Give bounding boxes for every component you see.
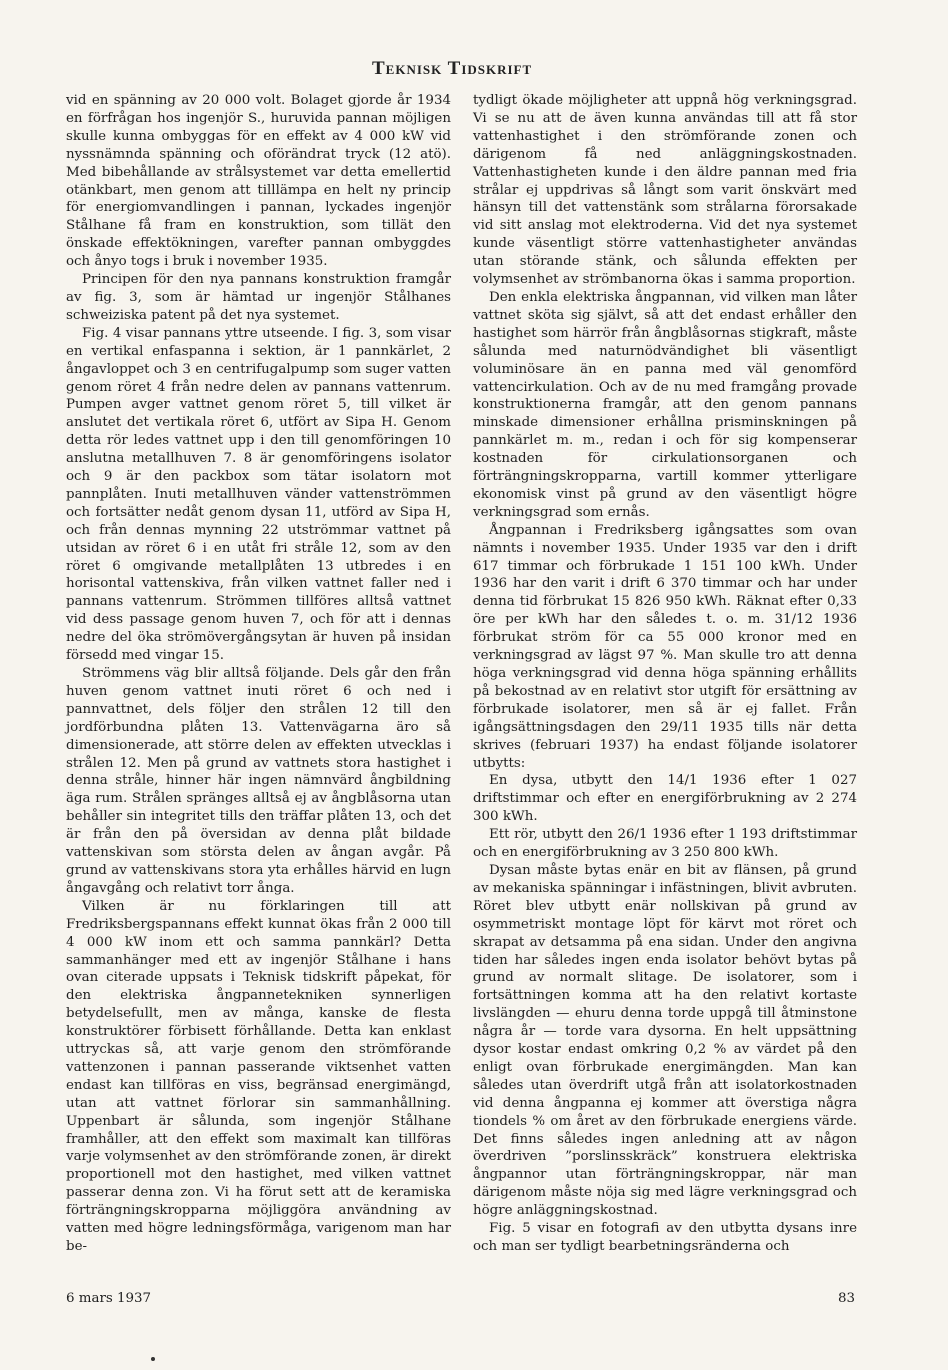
print-speck [151,1357,155,1361]
right-text-column [473,92,857,1256]
paragraph: Strömmens väg blir alltså följande. Dels går den från huven genom vattnet inuti röret 6 och ned i pannvattnet, dels följer den strålen 12 till den jordförbundna plåten 13. Vattenvägarna äro så dimensionerade, att större delen av effekten utvecklas i strålen 12. Men på grund av vattnets stora hastighet i denna stråle, hinner här ingen nämnvärd ångbildning äga rum. Strålen spränges alltså ej av ångblåsorna utan behåller sin integritet tills den träffar plåten 13, och det är från den på översidan av denna plåt bildade vattenskivan som största delen av ångan avgår. På grund av vattenskivans stora yta erhålles härvid en lugn ångavgång och relativt torr ånga. [66,666,451,896]
page-number: 83 [838,1291,856,1306]
paragraph: Ett rör, utbytt den 26/1 1936 efter 1 193 driftstimmar och en energiförbrukning av 3 250 800 kWh. [473,827,857,861]
paragraph: Den enkla elektriska ångpannan, vid vilken man låter vattnet sköta sig självt, så att det endast erhåller den hastighet som härrör från ångblåsornas stigkraft, måste sålunda med naturnödvändighet bli väsentligt voluminösare än en panna med väl genomförd vattencirkulation. Och av de nu med framgång provade konstruktionerna framgår, att den genom pannans minskade dimensioner erhållna prisminskningen på pannkärlet m. m., redan i och för sig kompenserar kostnaden för cirkulationsorganen och förträngningskropparna, vartill kommer ytterligare ekonomisk vinst på grund av den väsentligt högre verkningsgrad som ernås. [473,289,857,520]
paragraph: Fig. 5 visar en fotografi av den utbytta dysans inre och man ser tydligt bearbetningsränderna och [473,1221,857,1254]
paragraph: Principen för den nya pannans konstruktion framgår av fig. 3, som är hämtad ur ingenjör Stålhanes schweiziska patent på det nya systemet. [66,272,451,323]
paragraph: vid en spänning av 20 000 volt. Bolaget gjorde år 1934 en förfrågan hos ingenjör S., huruvida pannan möjligen skulle kunna ombyggas för en effekt av 4 000 kW vid nyssnämnda spänning och oförändrat tryck (12 atö). Med bibehållande av strålsystemet var detta emellertid otänkbart, men genom att tilllämpa en helt ny princip för energiomvandlingen i pannan, lyckades ingenjör Stålhane få fram en konstruktion, som tillät den önskade effektökningen, varefter pannan ombyggdes och ånyo togs i bruk i november 1935. [66,93,451,270]
paragraph: Fig. 4 visar pannans yttre utseende. I fig. 3, som visar en vertikal enfaspanna i sektion, är 1 pannkärlet, 2 ångavloppet och 3 en centrifugalpump som suger vatten genom röret 4 från nedre delen av pannans vattenrum. Pumpen avger vattnet genom röret 5, till vilket är anslutet det vertikala röret 6, utfört av Sipa H. Genom detta rör ledes vattnet upp i den till genomföringen 10 anslutna metallhuven 7. 8 är genomföringens isolator och 9 är den packbox som tätar isolatorn mot pannplåten. Inuti metallhuven vänder vattenströmmen och fortsätter nedåt genom dysan 11, utförd av Sipa H, och från dennas mynning 22 utströmmar vattnet på utsidan av röret 6 i en utåt fri stråle 12, som av den röret 6 omgivande metallplåten 13 utbredes i en horisontal vattenskiva, från vilken vattnet faller ned i pannans vattenrum. Strömmen tillföres alltså vattnet vid dess passage genom huven 7, och för att i dennas nedre del öka strömövergångsytan är huven på insidan försedd med vingar 15. [66,325,451,664]
paragraph: Ångpannan i Fredriksberg igångsattes som ovan nämnts i november 1935. Under 1935 var den i drift 617 timmar och förbrukade 1 151 100 kWh. Under 1936 har den varit i drift 6 370 timmar och har under denna tid förbrukat 15 826 950 kWh. Räknat efter 0,33 öre per kWh har den således t. o. m. 31/12 1936 förbrukat ström för ca 55 000 kronor med en verkningsgrad av lägst 97 %. Man skulle tro att denna höga verkningsgrad vid denna höga spänning erhållits på bekostnad av en relativt stor utgift för ersättning av förbrukade isolatorer, men så är ej fallet. Från igångsättningsdagen den 29/11 1935 tills när detta skrives (februari 1937) ha endast följande isolatorer utbytts: [473,522,857,771]
paragraph: Dysan måste bytas enär en bit av flänsen, på grund av mekaniska spänningar i infästningen, blivit avbruten. Röret blev utbytt enär nollskivan på grund av osymmetriskt montage löpt för kärvt mot röret och skrapat av detsamma på ena sidan. Under den angivna tiden har således ingen enda isolator behövt bytas på grund av normalt slitage. De isolatorer, som i fortsättningen komma att ha den relativt kortaste livslängden — ehuru denna torde uppgå till åtminstone några år — torde vara dysorna. En helt uppsättning dysor kostar endast omkring 0,2 % av värdet på den enligt ovan förbrukade energimängden. Man kan således utan överdrift utgå från att isolatorkostnaden vid denna ångpanna ej kommer att överstiga några tiondels % om året av den förbrukade energiens värde. Det finns således ingen anledning att av någon överdriven ”porslinsskräck” konstruera elektriska ångpannor utan förträngningskroppar, när man därigenom måste nöja sig med lägre verkningsgrad och högre anläggningskostnad. [473,862,857,1219]
journal-masthead: Teknisk Tidskrift [372,58,533,79]
footer-date: 6 mars 1937 [66,1291,152,1306]
paragraph: tydligt ökade möjligheter att uppnå hög verkningsgrad. Vi se nu att de även kunna användas till att få stor vattenhastighet i den strömförande zonen och därigenom få ned anläggningskostnaden. Vattenhastigheten kunde i den äldre pannan med fria strålar ej uppdrivas så långt som varit önskvärt med hänsyn till det vattenstänk som strålarna förorsakade vid sitt anslag mot elektroderna. Vid det nya systemet kunde väsentligt större vattenhastigheter användas utan störande stänk, och sålunda effekten per volymsenhet av strömbanorna ökas i samma proportion. [473,93,857,288]
paragraph: Vilken är nu förklaringen till att Fredriksbergspannans effekt kunnat ökas från 2 000 till 4 000 kW inom ett och samma pannkärl? Detta sammanhänger med ett av ingenjör Stålhane i hans ovan citerade uppsats i Teknisk tidskrift påpekat, för den elektriska ångpannetekniken synnerligen betydelsefullt, men av många, kanske de flesta konstruktörer förbisett förhållande. Detta kan enklast uttryckas så, att varje genom den strömförande vattenzonen i pannan passerande viktsenhet vatten endast kan tillföras en viss, begränsad energimängd, utan att vattnet förlorar sin sammanhållning. Uppenbart är sålunda, som ingenjör Stålhane framhåller, att den effekt som maximalt kan tillföras varje volymsenhet av den strömförande zonen, är direkt proportionell mot den hastighet, med vilken vattnet passerar denna zon. Vi ha förut sett att de keramiska förträngningskropparna möjliggöra användning av vatten med högre ledningsförmåga, varigenom man har be- [66,898,451,1254]
left-text-column [66,92,451,1256]
paragraph: En dysa, utbytt den 14/1 1936 efter 1 027 driftstimmar och efter en energiförbrukning av 2 274 300 kWh. [473,773,857,825]
